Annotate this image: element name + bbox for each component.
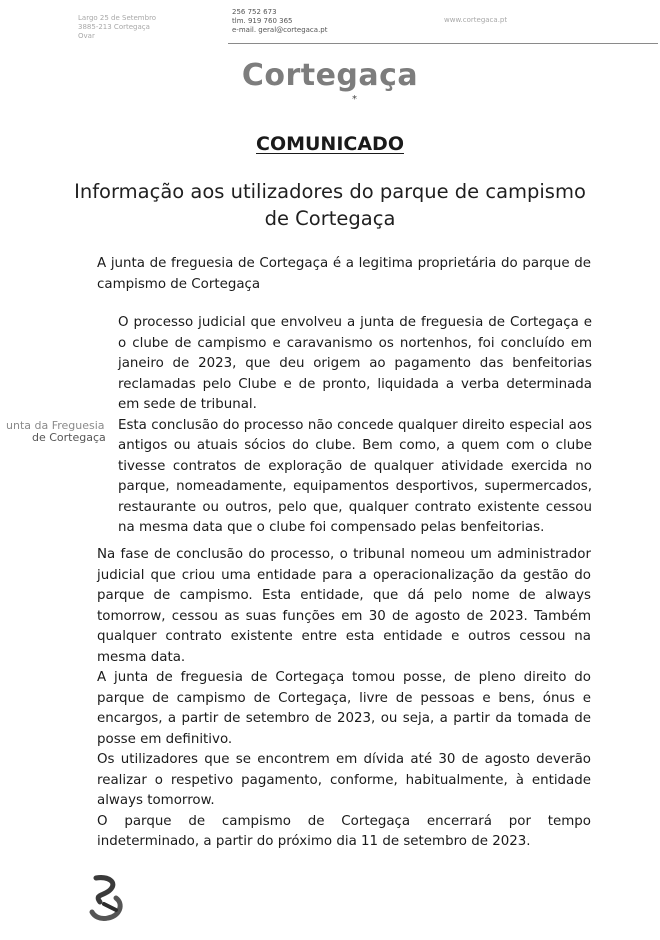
paragraph: Os utilizadores que se encontrem em dívida até 30 de agosto deverão realizar o respetivo pagamento, conforme, habitualmente, à entidade always tomorrow. xyxy=(97,752,591,808)
logo-star-icon: * xyxy=(352,94,357,105)
logo-wordmark: Cortegaça xyxy=(241,58,419,93)
intro-paragraph xyxy=(97,254,591,295)
paragraph: A junta de freguesia de Cortegaça é a legitima proprietária do parque de campismo de Cortegaça xyxy=(97,256,591,292)
phone: 256 752 673 xyxy=(232,8,277,16)
email: e-mail. geral@cortegaca.pt xyxy=(232,26,328,34)
letterhead-contacts xyxy=(232,8,328,35)
cortegaca-logo xyxy=(0,58,660,93)
stamp-line: unta da Freguesia xyxy=(6,419,105,432)
mobile: tlm. 919 760 365 xyxy=(232,17,293,25)
indented-block xyxy=(118,313,592,539)
address-line: 3885-213 Cortegaça xyxy=(78,23,150,31)
address-line: Ovar xyxy=(78,32,95,40)
letterhead-address xyxy=(78,14,156,41)
paragraph: O processo judicial que envolveu a junta de freguesia de Cortegaça e o clube de campismo e caravanismo os nortenhos, foi concluído em janeiro de 2023, que deu origem ao pagamento das benfeitorias reclamadas pelo Clube e de pronto, liquidada a verba determinada em sede de tribunal. xyxy=(118,315,592,412)
address-line: Largo 25 de Setembro xyxy=(78,14,157,22)
letterhead-website: www.cortegaca.pt xyxy=(444,16,508,24)
header-divider xyxy=(228,43,658,44)
paragraph: Na fase de conclusão do processo, o tribunal nomeou um administrador judicial que criou uma entidade para a operacionalização da gestão do parque de campismo. Esta entidade, que dá pelo nome de always tomorrow, cessou as suas funções em 30 de agosto de 2023. Também qualquer contrato existente entre esta entidade e outros cessou na mesma data. xyxy=(97,547,591,665)
footer-emblem-icon xyxy=(86,874,128,926)
page-subtitle: Informação aos utilizadores do parque de campismo de Cortegaça xyxy=(74,180,586,230)
paragraph: A junta de freguesia de Cortegaça tomou posse, de pleno direito do parque de campismo de Cortegaça, livre de pessoas e bens, ónus e encargos, a partir de setembro de 2023, ou seja, a partir da tomada de posse em definitivo. xyxy=(97,670,591,747)
main-block xyxy=(97,545,591,853)
paragraph: O parque de campismo de Cortegaça encerrará por tempo indeterminado, a partir do próximo dia 11 de setembro de 2023. xyxy=(97,813,591,849)
paragraph: Esta conclusão do processo não concede qualquer direito especial aos antigos ou atuais sócios do clube. Bem como, a quem com o clube tivesse contratos de exploração de qualquer atividade exercida no parque, nomeadamente, equipamentos desportivos, supermercados, restaurante ou outros, pelo que, qualquer contrato existente cessou na mesma data que o clube foi compensado pelas benfeitorias. xyxy=(118,417,592,535)
page-title: COMUNICADO xyxy=(256,133,404,155)
freguesia-stamp xyxy=(6,420,106,444)
stamp-line: de Cortegaça xyxy=(32,431,106,444)
